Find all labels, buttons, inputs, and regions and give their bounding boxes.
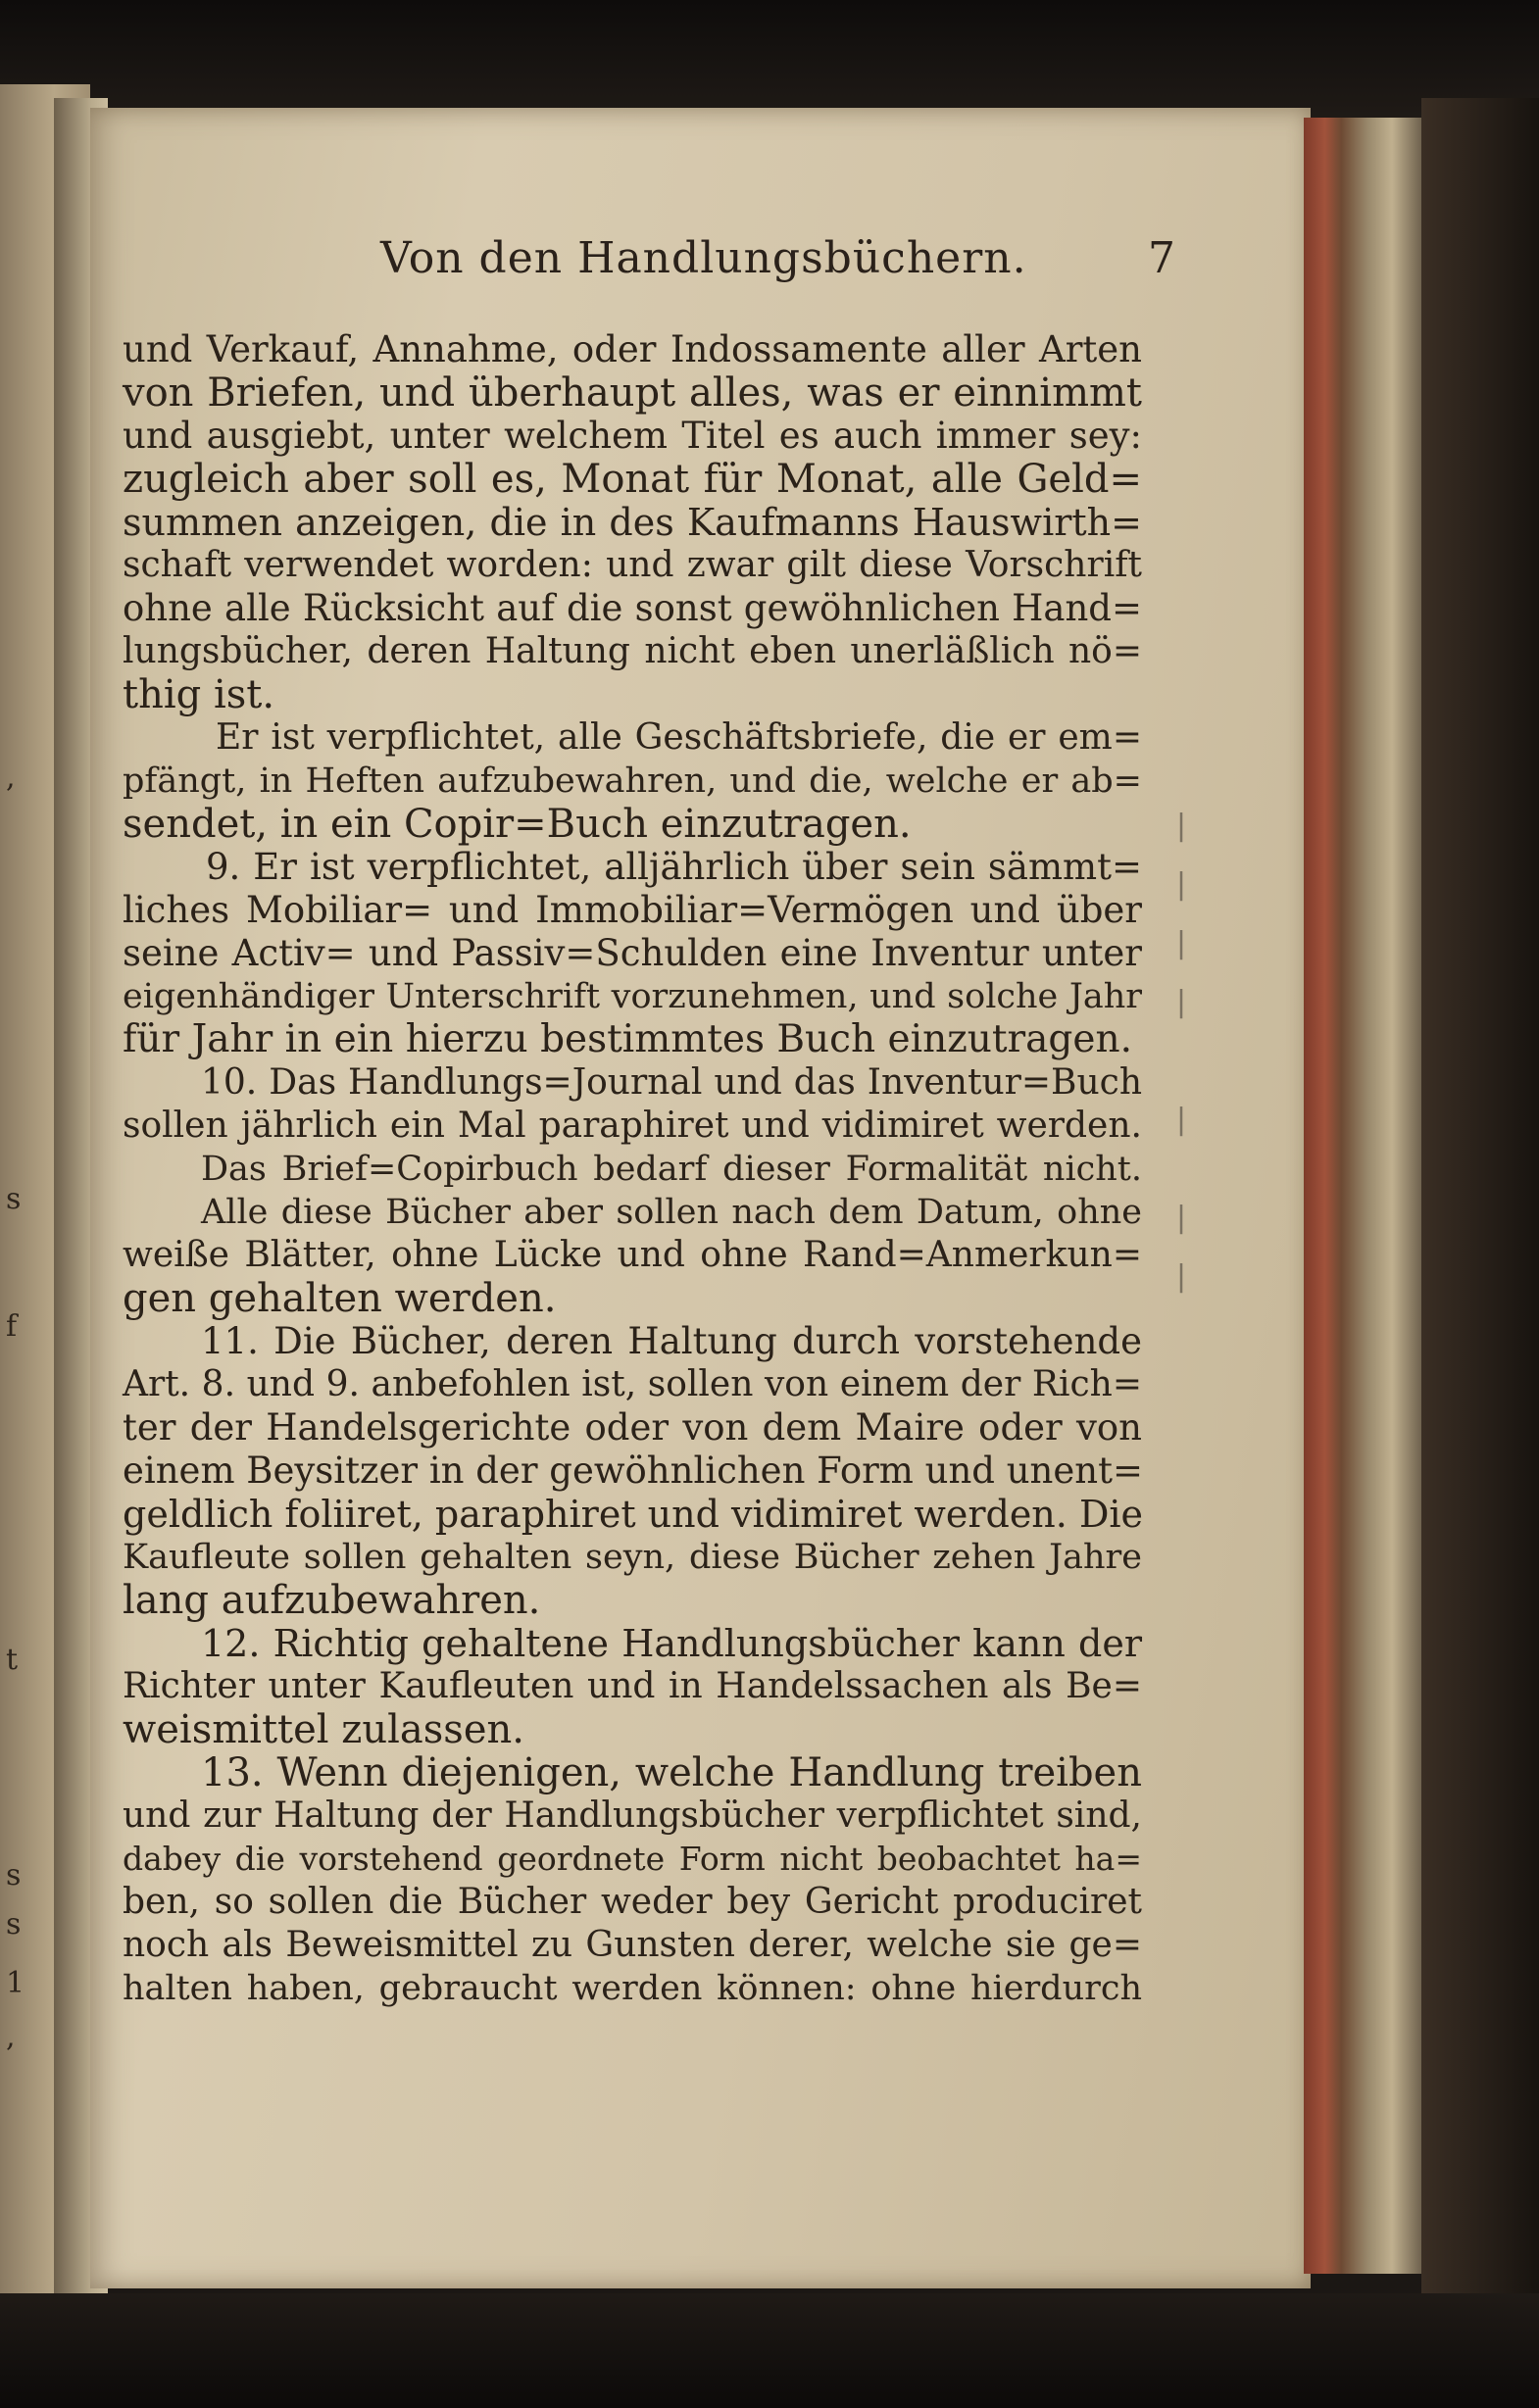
text-line: ben, so sollen die Bücher weder bey Gericht produciret xyxy=(123,1882,1142,1922)
text-line: weismittel zulassen. xyxy=(123,1707,524,1752)
text-line: für Jahr in ein hierzu bestimmtes Buch einzutragen. xyxy=(123,1017,1132,1061)
text-line: von Briefen, und überhaupt alles, was er einnimmt xyxy=(123,370,1142,416)
book-cover-shadow xyxy=(1421,98,1539,2313)
text-line: zugleich aber soll es, Monat für Monat, alle Geld= xyxy=(123,457,1142,502)
pencil-margin-marks: | | | | | | | xyxy=(1172,809,1191,1294)
text-line: 9. Er ist verpflichtet, alljährlich über sein sämmt= xyxy=(206,846,1142,888)
text-line: liches Mobiliar= und Immobiliar=Vermögen und über xyxy=(123,889,1142,931)
text-line: Richter unter Kaufleuten und in Handelssachen als Be= xyxy=(123,1666,1142,1706)
text-line: 11. Die Bücher, deren Haltung durch vorstehende xyxy=(201,1320,1142,1362)
left-page-text-fragments: , s f t s s 1 , xyxy=(6,761,25,2054)
background-top xyxy=(0,0,1539,118)
text-line: Das Brief=Copirbuch bedarf dieser Formalität nicht. xyxy=(201,1150,1142,1189)
text-line: Kaufleute sollen gehalten seyn, diese Bücher zehen Jahre xyxy=(123,1538,1142,1577)
text-line: sollen jährlich ein Mal paraphiret und vidimiret werden. xyxy=(123,1106,1142,1146)
text-line: noch als Beweismittel zu Gunsten derer, welche sie ge= xyxy=(123,1925,1142,1965)
text-line: geldlich foliiret, paraphiret und vidimiret werden. Die xyxy=(123,1493,1144,1536)
text-line: weiße Blätter, ohne Lücke und ohne Rand=Anmerkun= xyxy=(123,1235,1142,1275)
text-line: schaft verwendet worden: und zwar gilt diese Vorschrift xyxy=(123,545,1142,585)
text-line: gen gehalten werden. xyxy=(123,1276,557,1321)
background-bottom xyxy=(0,2293,1539,2408)
text-line: und zur Haltung der Handlungsbücher verpflichtet sind, xyxy=(123,1795,1142,1836)
running-title: Von den Handlungsbüchern. xyxy=(380,233,1027,283)
text-line: Alle diese Bücher aber sollen nach dem Datum, ohne xyxy=(201,1193,1142,1232)
text-line: 10. Das Handlungs=Journal und das Inventur=Buch xyxy=(201,1062,1142,1103)
text-line: halten haben, gebraucht werden können: ohne hierdurch xyxy=(123,1969,1142,2008)
text-line: 12. Richtig gehaltene Handlungsbücher kann der xyxy=(201,1622,1142,1665)
text-line: dabey die vorstehend geordnete Form nicht beobachtet ha= xyxy=(123,1840,1142,1878)
running-header xyxy=(363,233,1176,302)
text-line: lang aufzubewahren. xyxy=(123,1578,541,1623)
text-line: 13. Wenn diejenigen, welche Handlung treiben xyxy=(201,1750,1142,1795)
text-line: und Verkauf, Annahme, oder Indossamente aller Arten xyxy=(123,328,1142,370)
text-line: Er ist verpflichtet, alle Geschäftsbriefe, die er em= xyxy=(216,717,1142,758)
text-line: ter der Handelsgerichte oder von dem Maire oder von xyxy=(123,1406,1142,1449)
text-line: und ausgiebt, unter welchem Titel es auch immer sey: xyxy=(123,415,1142,457)
text-line: eigenhändiger Unterschrift vorzunehmen, und solche Jahr xyxy=(123,977,1142,1016)
text-line: lungsbücher, deren Haltung nicht eben unerläßlich nö= xyxy=(123,631,1142,671)
text-line: ohne alle Rücksicht auf die sonst gewöhnlichen Hand= xyxy=(123,587,1142,629)
text-line: seine Activ= und Passiv=Schulden eine Inventur unter xyxy=(123,932,1142,974)
text-line: einem Beysitzer in der gewöhnlichen Form und unent= xyxy=(123,1450,1143,1492)
text-line: pfängt, in Heften aufzubewahren, und die, welche er ab= xyxy=(123,762,1142,801)
body-text xyxy=(123,328,1142,2010)
text-line: sendet, in ein Copir=Buch einzutragen. xyxy=(123,802,912,847)
text-line: summen anzeigen, die in des Kaufmanns Hauswirth= xyxy=(123,501,1142,544)
text-line: Art. 8. und 9. anbefohlen ist, sollen von einem der Rich= xyxy=(123,1364,1142,1404)
text-line: thig ist. xyxy=(123,672,275,717)
page-number: 7 xyxy=(1148,233,1176,283)
book-edge xyxy=(1304,118,1421,2274)
